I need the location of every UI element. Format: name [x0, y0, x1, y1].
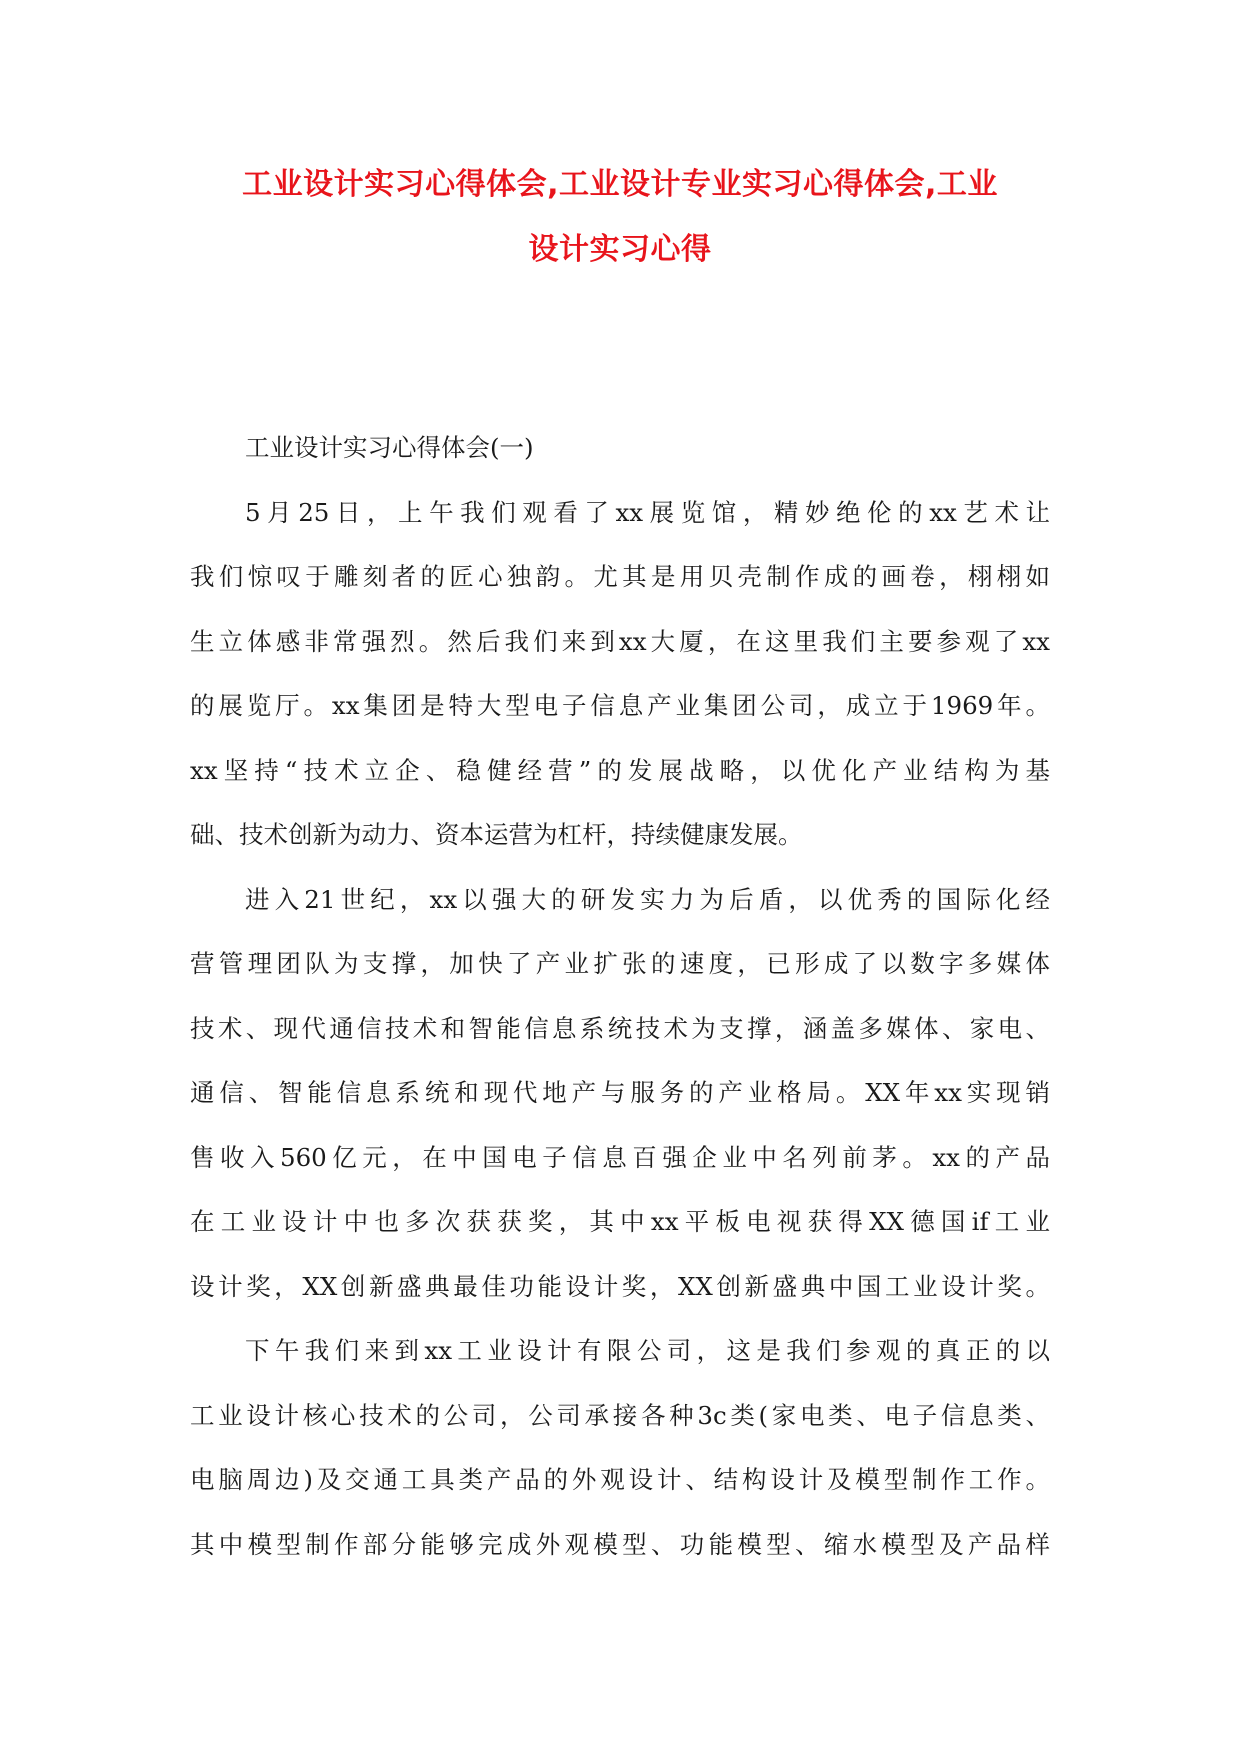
- body-line: 础、技术创新为动力、资本运营为杠杆，持续健康发展。: [190, 820, 803, 849]
- body-line: 设计奖，XX创新盛典最佳功能设计奖，XX创新盛典中国工业设计奖。: [190, 1271, 1050, 1301]
- document-title-line: 工业设计实习心得体会,工业设计专业实习心得体会,工业: [242, 167, 998, 202]
- body-line: 我们惊叹于雕刻者的匠心独韵。尤其是用贝壳制作成的画卷，栩栩如: [190, 562, 1050, 591]
- body-line: 其中模型制作部分能够完成外观模型、功能模型、缩水模型及产品样: [190, 1529, 1050, 1559]
- body-line: xx坚持“技术立企、稳健经营”的发展战略，以优化产业结构为基: [190, 755, 1050, 785]
- document-body: [190, 416, 1050, 1577]
- body-line: 生立体感非常强烈。然后我们来到xx大厦，在这里我们主要参观了xx: [190, 626, 1050, 656]
- document-title: [190, 152, 1050, 282]
- body-line: 进入21世纪，xx以强大的研发实力为后盾，以优秀的国际化经: [245, 884, 1050, 914]
- body-line: 技术、现代通信技术和智能信息系统技术为支撑，涵盖多媒体、家电、: [190, 1013, 1050, 1043]
- body-line: 的展览厅。xx集团是特大型电子信息产业集团公司，成立于1969年。: [190, 691, 1050, 720]
- document-title-line: 设计实习心得: [528, 232, 712, 267]
- body-line: 通信、智能信息系统和现代地产与服务的产业格局。XX年xx实现销: [190, 1078, 1050, 1107]
- body-line: 在工业设计中也多次获获奖，其中xx平板电视获得XX德国if工业: [190, 1207, 1050, 1236]
- body-line: 工业设计核心技术的公司，公司承接各种3c类(家电类、电子信息类、: [190, 1400, 1050, 1430]
- body-line: 电脑周边)及交通工具类产品的外观设计、结构设计及模型制作工作。: [190, 1465, 1050, 1494]
- section-heading: 工业设计实习心得体会(一): [245, 433, 534, 462]
- body-line: 5月25日，上午我们观看了xx展览馆，精妙绝伦的xx艺术让: [245, 497, 1050, 527]
- body-line: 营管理团队为支撑，加快了产业扩张的速度，已形成了以数字多媒体: [190, 949, 1050, 978]
- body-line: 售收入560亿元，在中国电子信息百强企业中名列前茅。xx的产品: [190, 1142, 1050, 1172]
- body-line: 下午我们来到xx工业设计有限公司，这是我们参观的真正的以: [245, 1336, 1050, 1365]
